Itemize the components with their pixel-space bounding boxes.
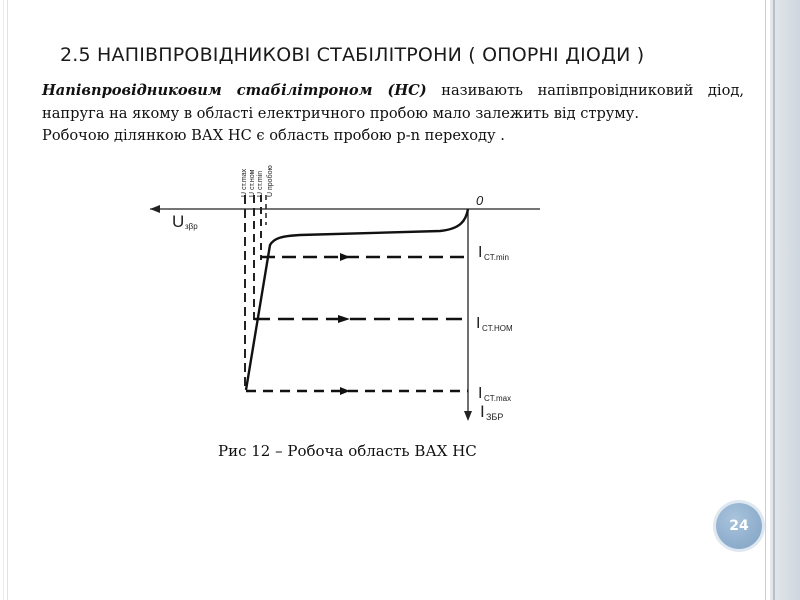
slide-border-left (7, 0, 8, 600)
definition-paragraph (42, 80, 744, 148)
tick-label-u-min: U ст.min (257, 170, 264, 197)
u-axis-arrow (150, 205, 160, 213)
i-min-label-sub: CT.min (484, 253, 509, 262)
i-max-label: I (478, 385, 483, 402)
i-min-arrow (340, 253, 350, 261)
i-axis-arrow (464, 411, 472, 421)
i-max-arrow (340, 387, 350, 395)
definition-term: Напівпровідниковим стабілітроном (НС) (42, 82, 427, 99)
i-min-label: I (478, 244, 483, 261)
definition-text: називають напівпровідниковий діод, напруга на якому в області електричного пробою мало залежить від струму. (42, 82, 744, 122)
tick-label-u-breakdown: U пробою (267, 165, 274, 197)
slide-title: 2.5 НАПІВПРОВІДНИКОВІ СТАБІЛІТРОНИ ( ОПОРНІ ДІОДИ ) (60, 44, 645, 66)
slide-border-right-line (765, 0, 766, 600)
i-nom-label: I (476, 315, 481, 332)
u-axis-label: U (172, 212, 185, 231)
i-nom-arrow (338, 315, 350, 323)
iv-curve (246, 209, 468, 390)
figure-caption: Рис 12 – Робоча область ВАХ НС (218, 442, 477, 460)
tick-label-u-nom: U ст.ном (249, 169, 256, 197)
definition-line-3: Робочою ділянкою ВАХ НС є область пробою p-n переходу . (42, 127, 505, 144)
i-nom-label-sub: CT.HOM (482, 324, 513, 333)
slide-border-left-outer (3, 0, 4, 600)
page-number-badge: 24 (716, 503, 762, 549)
i-axis-label-sub: ЗБР (486, 412, 504, 422)
origin-label: 0 (476, 193, 484, 208)
i-max-label-sub: CT.max (484, 394, 512, 403)
i-axis-label: I (480, 402, 485, 421)
tick-label-u-max: U ст.max (241, 168, 248, 197)
slide-border-right-line-2 (773, 0, 775, 600)
u-axis-label-sub: зβр (185, 222, 198, 231)
iv-characteristic-figure (150, 165, 550, 425)
